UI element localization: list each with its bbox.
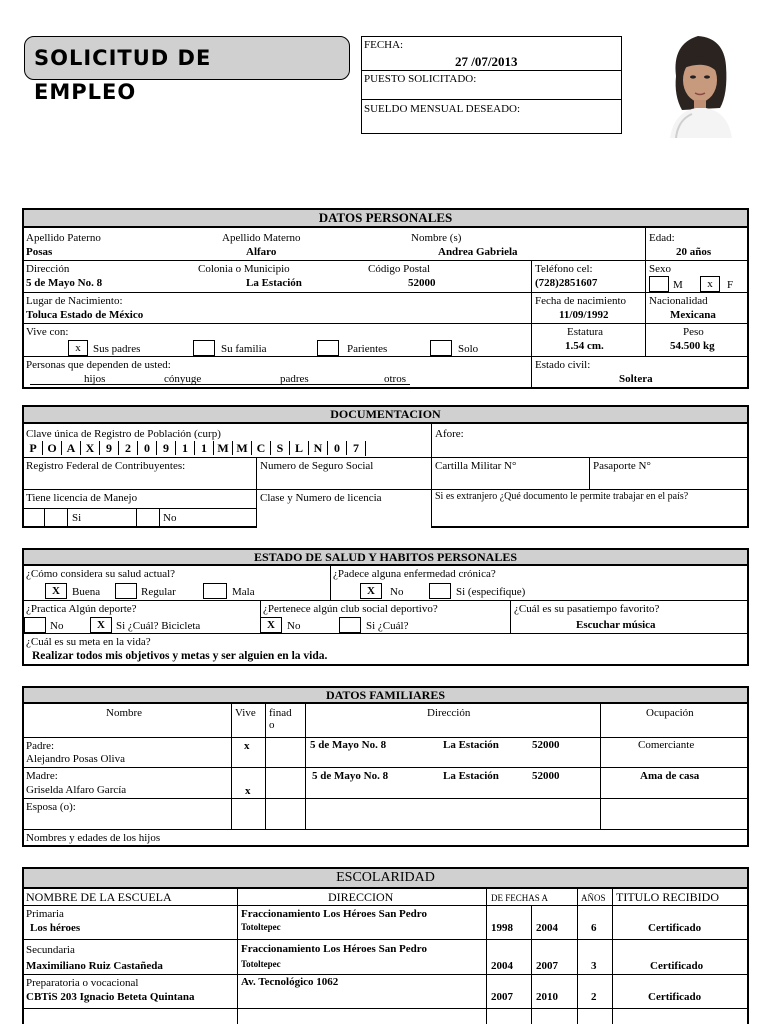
curp-char: 2 xyxy=(118,441,137,455)
meta-question: ¿Cuál es su meta en la vida? xyxy=(26,636,151,648)
telefono-label: Teléfono cel: xyxy=(535,263,593,275)
vive-padres-label: Sus padres xyxy=(93,343,141,355)
padre-label: Padre: xyxy=(26,740,55,752)
curp-label: Clave única de Registro de Población (curp) xyxy=(26,428,221,440)
curp-char: 0 xyxy=(137,441,156,455)
sexo-m-label: M xyxy=(673,279,683,291)
lugar-nacimiento-value[interactable]: Toluca Estado de México xyxy=(26,309,144,321)
esc-de[interactable]: 1998 xyxy=(491,922,513,934)
curp-char: L xyxy=(289,441,308,455)
curp-char: S xyxy=(270,441,289,455)
deporte-question: ¿Practica Algún deporte? xyxy=(26,603,137,615)
lugar-nacimiento-label: Lugar de Nacimiento: xyxy=(26,295,123,307)
form-title-line2: EMPLEO xyxy=(34,80,137,104)
esc-titulo[interactable]: Certificado xyxy=(648,991,702,1003)
club-si-checkbox[interactable] xyxy=(339,617,361,633)
curp-char: 9 xyxy=(99,441,118,455)
salud-buena-label: Buena xyxy=(72,586,101,598)
vive-padres-checkbox[interactable]: x xyxy=(68,340,88,356)
licencia-si-option[interactable]: Si xyxy=(72,512,82,524)
estado-civil-label: Estado civil: xyxy=(535,359,591,371)
padre-vive[interactable]: x xyxy=(244,740,250,752)
dependen-otros[interactable]: otros xyxy=(384,373,406,385)
esc-col-anios: AÑOS xyxy=(581,893,606,903)
pasatiempo-question: ¿Cuál es su pasatiempo favorito? xyxy=(514,603,660,615)
deporte-si-checkbox[interactable]: X xyxy=(90,617,112,633)
section-documentacion: DOCUMENTACION xyxy=(22,405,749,424)
esc-direccion-1[interactable]: Fraccionamiento Los Héroes San Pedro xyxy=(241,943,427,955)
salud-regular-checkbox[interactable] xyxy=(115,583,137,599)
esc-a[interactable]: 2007 xyxy=(536,960,558,972)
estado-civil-value[interactable]: Soltera xyxy=(619,373,653,385)
madre-colonia[interactable]: La Estación xyxy=(443,770,499,782)
dependen-padres[interactable]: padres xyxy=(280,373,309,385)
madre-cp[interactable]: 52000 xyxy=(532,770,560,782)
licencia-label: Tiene licencia de Manejo xyxy=(26,492,138,504)
esc-direccion-2[interactable]: Totoltepec xyxy=(241,959,281,969)
padre-cp[interactable]: 52000 xyxy=(532,739,560,751)
edad-label: Edad: xyxy=(649,232,675,244)
fecha-label: FECHA: xyxy=(364,39,404,51)
apellido-materno-value[interactable]: Alfaro xyxy=(246,246,277,258)
fecha-value[interactable]: 27 /07/2013 xyxy=(455,54,518,69)
extranjero-label: Si es extranjero ¿Qué documento le permite trabajar en el país? xyxy=(435,491,689,502)
vive-familia-checkbox[interactable] xyxy=(193,340,215,356)
afore-label: Afore: xyxy=(435,428,464,440)
esc-col-fechas: DE FECHAS A xyxy=(491,893,549,903)
vive-con-label: Vive con: xyxy=(26,326,69,338)
fecha-nacimiento-label: Fecha de nacimiento xyxy=(535,295,627,307)
rfc-label: Registro Federal de Contribuyentes: xyxy=(26,460,186,472)
direccion-label: Dirección xyxy=(26,263,70,275)
salud-buena-checkbox[interactable]: X xyxy=(45,583,67,599)
section-datos-familiares: DATOS FAMILIARES xyxy=(22,686,749,704)
madre-nombre[interactable]: Griselda Alfaro García xyxy=(26,784,127,796)
apellido-paterno-label: Apellido Paterno xyxy=(26,232,101,244)
cp-label: Código Postal xyxy=(368,263,431,275)
curp-grid-end xyxy=(24,441,366,456)
esc-a[interactable]: 2010 xyxy=(536,991,558,1003)
nombre-value[interactable]: Andrea Gabriela xyxy=(438,246,518,258)
meta-value[interactable]: Realizar todos mis objetivos y metas y ser alguien en la vida. xyxy=(32,650,328,662)
club-no-checkbox[interactable]: X xyxy=(260,617,282,633)
esc-escuela[interactable]: Maximiliano Ruiz Castañeda xyxy=(26,960,163,972)
fecha-nacimiento-value[interactable]: 11/09/1992 xyxy=(559,309,609,321)
peso-value[interactable]: 54.500 kg xyxy=(670,340,715,352)
curp-char: 0 xyxy=(327,441,346,455)
esc-anios[interactable]: 3 xyxy=(591,960,597,972)
cronica-no-checkbox[interactable]: X xyxy=(360,583,382,599)
cronica-question: ¿Padece alguna enfermedad crónica? xyxy=(333,568,496,580)
sexo-m-checkbox[interactable] xyxy=(649,276,669,292)
section-escolaridad: ESCOLARIDAD xyxy=(22,867,749,889)
esc-de[interactable]: 2007 xyxy=(491,991,513,1003)
pasaporte-label: Pasaporte N° xyxy=(593,460,651,472)
section-datos-personales: DATOS PERSONALES xyxy=(22,208,749,228)
curp-char: 1 xyxy=(175,441,194,455)
esc-direccion-2[interactable]: Totoltepec xyxy=(241,922,281,932)
deporte-no-checkbox[interactable] xyxy=(24,617,46,633)
nss-label: Numero de Seguro Social xyxy=(260,460,374,472)
club-no-label: No xyxy=(287,620,301,632)
puesto-label: PUESTO SOLICITADO: xyxy=(364,73,477,85)
curp-char: M xyxy=(213,441,232,455)
section-salud: ESTADO DE SALUD Y HABITOS PERSONALES xyxy=(22,548,749,566)
sexo-f-checkbox[interactable]: x xyxy=(700,276,720,292)
esc-direccion-1[interactable]: Fraccionamiento Los Héroes San Pedro xyxy=(241,908,427,920)
curp-char: P xyxy=(29,441,37,455)
curp-char: 9 xyxy=(156,441,175,455)
curp-char: M xyxy=(232,441,251,455)
dependen-label: Personas que dependen de usted: xyxy=(26,359,171,371)
salud-mala-label: Mala xyxy=(232,586,255,598)
familia-col-direccion: Dirección xyxy=(427,707,471,719)
madre-label: Madre: xyxy=(26,770,58,782)
esc-nivel: Secundaria xyxy=(26,944,75,956)
estatura-value[interactable]: 1.54 cm. xyxy=(565,340,604,352)
vive-familia-label: Su familia xyxy=(221,343,267,355)
esc-a[interactable]: 2004 xyxy=(536,922,558,934)
cp-value[interactable]: 52000 xyxy=(408,277,436,289)
deporte-si-label: Si ¿Cuál? Bicicleta xyxy=(116,620,201,632)
familia-col-ocupacion: Ocupación xyxy=(646,707,694,719)
curp-char: 1 xyxy=(194,441,213,455)
padre-calle[interactable]: 5 de Mayo No. 8 xyxy=(310,739,387,751)
curp-char: O xyxy=(42,441,61,455)
esc-de[interactable]: 2004 xyxy=(491,960,513,972)
curp-char: C xyxy=(251,441,270,455)
curp-char: X xyxy=(80,441,99,455)
colonia-label: Colonia o Municipio xyxy=(198,263,290,275)
cronica-si-checkbox[interactable] xyxy=(429,583,451,599)
apellido-materno-label: Apellido Materno xyxy=(222,232,301,244)
colonia-value[interactable]: La Estación xyxy=(246,277,302,289)
vive-parientes-checkbox[interactable] xyxy=(317,340,339,356)
telefono-value[interactable]: (728)2851607 xyxy=(535,277,598,289)
curp-char: N xyxy=(308,441,327,455)
sexo-f-label: F xyxy=(727,279,734,291)
curp-char: 7 xyxy=(346,441,365,455)
vive-solo-label: Solo xyxy=(458,343,479,355)
nacionalidad-label: Nacionalidad xyxy=(649,295,708,307)
applicant-photo xyxy=(662,30,738,138)
salud-mala-checkbox[interactable] xyxy=(203,583,227,599)
nacionalidad-value[interactable]: Mexicana xyxy=(670,309,716,321)
esc-anios[interactable]: 2 xyxy=(591,991,597,1003)
padre-ocupacion[interactable]: Comerciante xyxy=(638,739,695,751)
cronica-si-label: Si (especifique) xyxy=(456,586,526,598)
madre-vive[interactable]: x xyxy=(245,785,251,797)
deporte-no-label: No xyxy=(50,620,64,632)
dependen-hijos[interactable]: hijos xyxy=(84,373,106,385)
peso-label: Peso xyxy=(683,326,704,338)
esc-col-direccion: DIRECCION xyxy=(328,890,394,904)
hijos-label: Nombres y edades de los hijos xyxy=(26,832,161,844)
estatura-label: Estatura xyxy=(567,326,604,338)
esc-direccion-1[interactable]: Av. Tecnológico 1062 xyxy=(241,976,339,988)
esc-nivel: Preparatoria o vocacional xyxy=(26,977,139,989)
padre-nombre[interactable]: Alejandro Posas Oliva xyxy=(26,753,125,765)
form-title-line1: SOLICITUD DE xyxy=(34,46,212,70)
sueldo-label: SUELDO MENSUAL DESEADO: xyxy=(364,103,521,115)
madre-calle[interactable]: 5 de Mayo No. 8 xyxy=(312,770,389,782)
esc-titulo[interactable]: Certificado xyxy=(650,960,704,972)
edad-value[interactable]: 20 años xyxy=(676,246,712,258)
esc-escuela[interactable]: Los héroes xyxy=(30,922,81,934)
salud-question: ¿Cómo considera su salud actual? xyxy=(26,568,176,580)
familia-col-nombre: Nombre xyxy=(106,707,143,719)
licencia-options-box xyxy=(22,508,256,528)
club-si-label: Si ¿Cuál? xyxy=(366,620,409,632)
madre-ocupacion[interactable]: Ama de casa xyxy=(640,770,700,782)
cronica-no-label: No xyxy=(390,586,404,598)
esc-anios[interactable]: 6 xyxy=(591,922,597,934)
nombre-label: Nombre (s) xyxy=(411,232,462,244)
familia-col-finado: finad o xyxy=(269,707,292,731)
apellido-paterno-value[interactable]: Posas xyxy=(26,246,53,258)
esc-titulo[interactable]: Certificado xyxy=(648,922,702,934)
familia-col-vive: Vive xyxy=(235,707,256,719)
salud-regular-label: Regular xyxy=(141,586,176,598)
curp-char: A xyxy=(61,441,80,455)
esc-escuela[interactable]: CBTiS 203 Ignacio Beteta Quintana xyxy=(26,991,195,1003)
esc-col-titulo: TITULO RECIBIDO xyxy=(616,890,719,904)
direccion-value[interactable]: 5 de Mayo No. 8 xyxy=(26,277,103,289)
clase-licencia-label: Clase y Numero de licencia xyxy=(260,492,382,504)
sexo-label: Sexo xyxy=(649,263,671,275)
esc-nivel: Primaria xyxy=(26,908,64,920)
esc-col-escuela: NOMBRE DE LA ESCUELA xyxy=(26,890,172,904)
padre-colonia[interactable]: La Estación xyxy=(443,739,499,751)
vive-solo-checkbox[interactable] xyxy=(430,340,452,356)
vive-parientes-label: Parientes xyxy=(347,343,388,355)
dependen-conyuge[interactable]: cónyuge xyxy=(164,373,202,385)
cartilla-label: Cartilla Militar N° xyxy=(435,460,517,472)
club-question: ¿Pertenece algún club social deportivo? xyxy=(263,603,438,615)
pasatiempo-value[interactable]: Escuchar música xyxy=(576,619,656,631)
licencia-no-option[interactable]: No xyxy=(163,512,177,524)
esposa-label: Esposa (o): xyxy=(26,801,76,813)
